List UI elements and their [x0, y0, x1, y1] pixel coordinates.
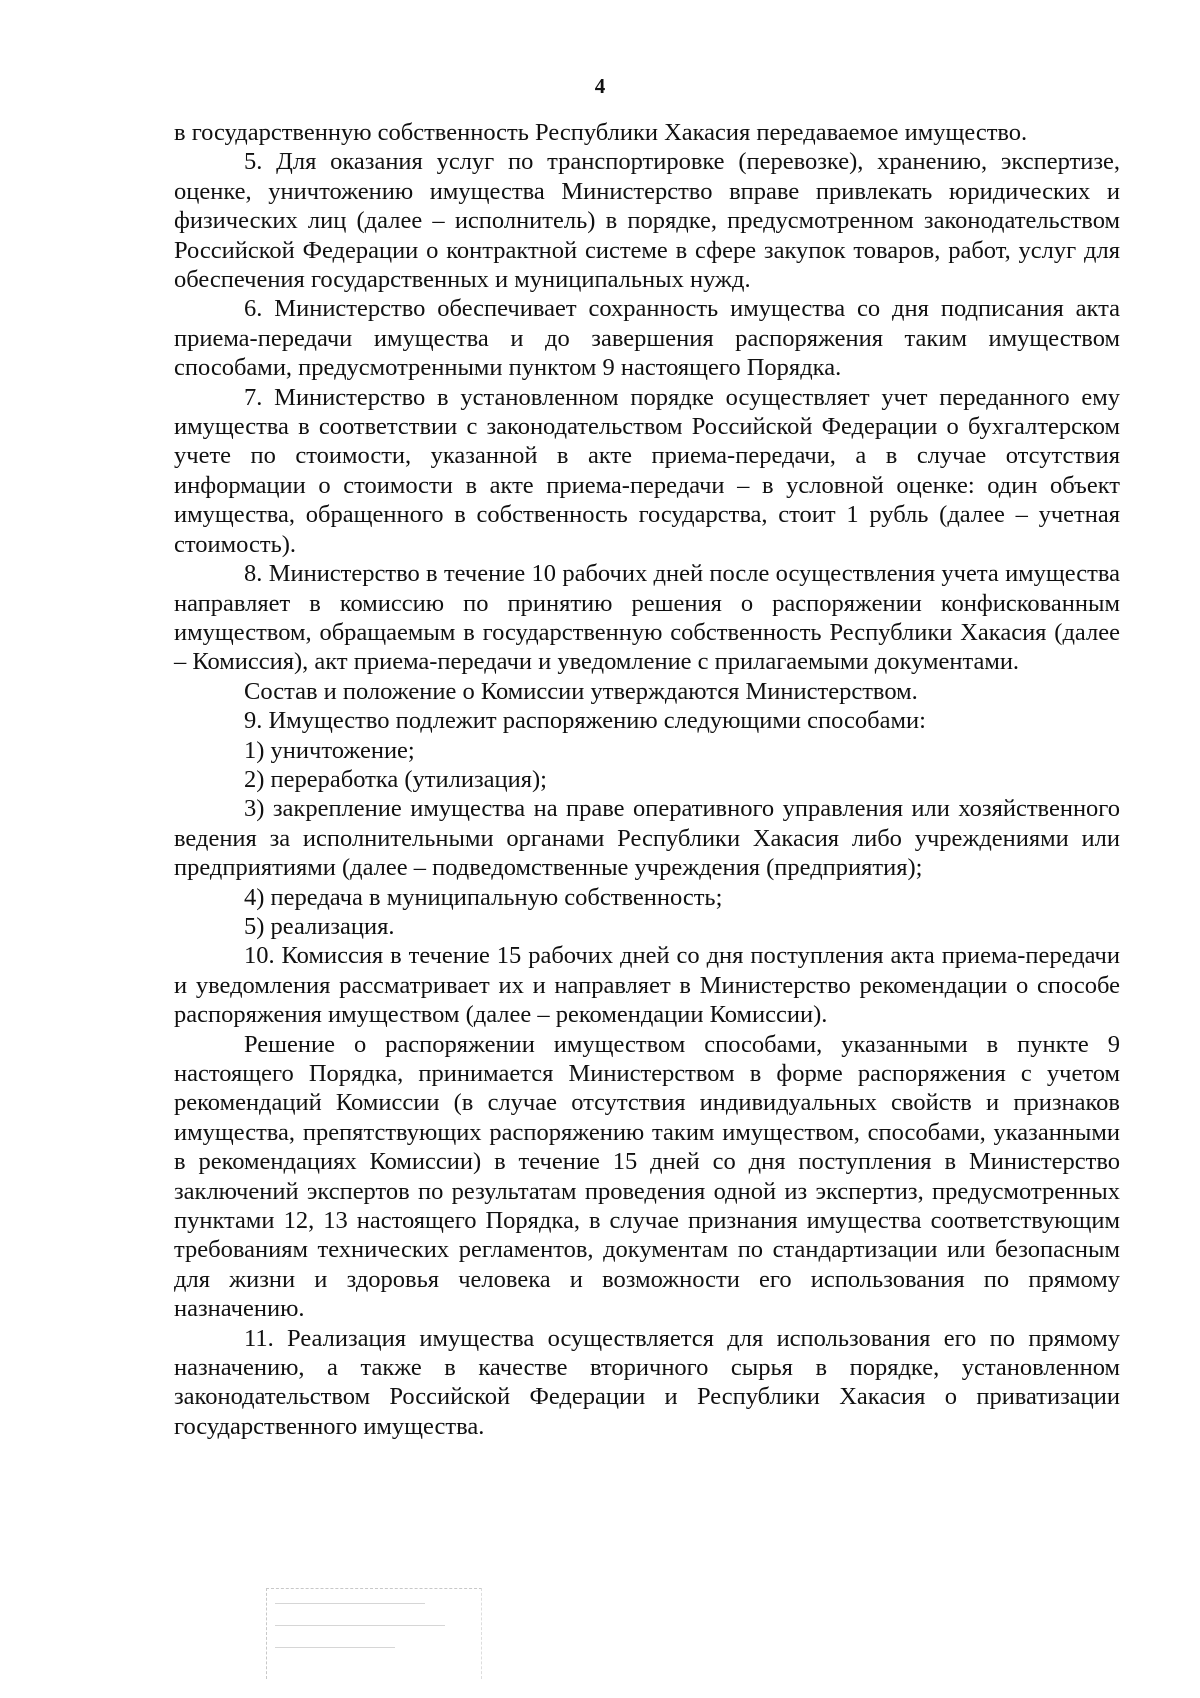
paragraph-item-7: 7. Министерство в установленном порядке осуществляет учет переданного ему имущества в соответствии с законодательством Российской Федерации о бухгалтерском учете по стоимости, указанной в акте приема-передачи, а в случае отсутствия информации о стоимости в акте приема-передачи – в условной оценке: один объект имущества, обращенного в собственность государства, стоит 1 рубль (далее – учетная стоимость). — [174, 383, 1120, 558]
list-item-municipal-transfer: 4) передача в муниципальную собственность; — [244, 883, 723, 911]
paragraph-decision: Решение о распоряжении имуществом способами, указанными в пункте 9 настоящего Порядка, принимается Министерством в форме распоряжения с учетом рекомендаций Комиссии (в случае отсутствия индивидуальных свойств и признаков имущества, препятствующих распоряжению таким имуществом, способами, указанными в рекомендациях Комиссии) в течение 15 дней со дня поступления в Министерство заключений экспертов по результатам проведения одной из экспертиз, предусмотренных пунктами 12, 13 настоящего Порядка, в случае признания имущества соответствующим требованиям технических регламентов, документам по стандартизации или безопасным для жизни и здоровья человека и возможности его использования по прямому назначению. — [174, 1030, 1120, 1323]
paragraph-item-8: 8. Министерство в течение 10 рабочих дней после осуществления учета имущества направляет в комиссию по принятию решения о распоряжении конфискованным имуществом, обращаемым в государственную собственность Республики Хакасия (далее – Комиссия), акт приема-передачи и уведомление с прилагаемыми документами. — [174, 560, 1120, 676]
list-item-sale: 5) реализация. — [244, 912, 395, 940]
paragraph-item-5: 5. Для оказания услуг по транспортировке (перевозке), хранению, экспертизе, оценке, уничтожению имущества Министерство вправе привлекать юридических и физических лиц (далее – исполнитель) в порядке, предусмотренном законодательством Российской Федерации о контрактной системе в сфере закупок товаров, работ, услуг для обеспечения государственных и муниципальных нужд. — [174, 148, 1120, 294]
list-item-recycling: 2) переработка (утилизация); — [244, 765, 547, 793]
paragraph-item-11: 11. Реализация имущества осуществляется для использования его по прямому назначению, а также в качестве вторичного сырья в порядке, установленном законодательством Российской Федерации и Республики Хакасия о приватизации государственного имущества. — [174, 1324, 1120, 1440]
faded-stamp — [266, 1588, 482, 1679]
paragraph-item-10: 10. Комиссия в течение 15 рабочих дней со дня поступления акта приема-передачи и уведомления рассматривает их и направляет в Министерство рекомендации о способе распоряжения имуществом (далее – рекомендации Комиссии). — [174, 942, 1120, 1029]
paragraph-commission-composition: Состав и положение о Комиссии утверждаются Министерством. — [244, 677, 918, 705]
paragraph-continuation: в государственную собственность Республики Хакасия передаваемое имущество. — [174, 119, 1028, 146]
page-number: 4 — [594, 74, 606, 98]
paragraph-item-9: 9. Имущество подлежит распоряжению следующими способами: — [244, 707, 926, 735]
document-body — [174, 118, 1120, 1441]
list-item-assignment: 3) закрепление имущества на праве оперативного управления или хозяйственного ведения за исполнительными органами Республики Хакасия либо учреждениями или предприятиями (далее – подведомственные учреждения (предприятия); — [174, 795, 1120, 882]
paragraph-item-6: 6. Министерство обеспечивает сохранность имущества со дня подписания акта приема-передачи имущества и до завершения распоряжения таким имуществом способами, предусмотренными пунктом 9 настоящего Порядка. — [174, 295, 1120, 382]
list-item-destruction: 1) уничтожение; — [244, 736, 415, 764]
